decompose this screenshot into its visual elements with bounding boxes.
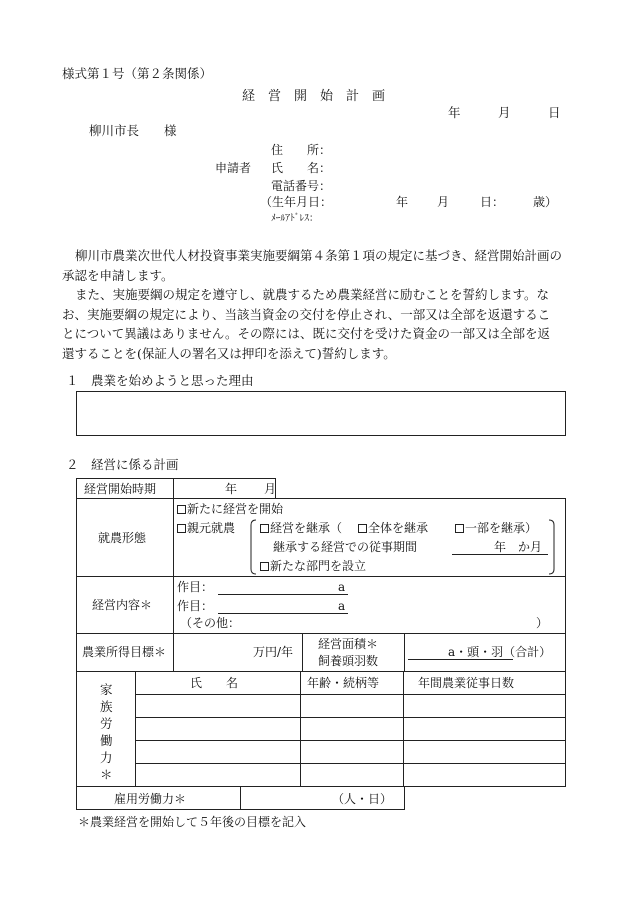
family-label: 家 族 労 働 力 ＊ — [100, 682, 113, 782]
area-label-2: 飼養頭羽数 — [318, 654, 379, 668]
page-title: 経 営 開 始 計 画 — [242, 89, 386, 104]
opt-inherit-all-label: 全体を継承 — [368, 521, 429, 535]
checkbox-inherit-all[interactable] — [358, 524, 367, 533]
section1-heading: １ 農業を始めようと思った理由 — [66, 373, 254, 388]
left-brace — [247, 519, 257, 575]
farming-type-label: 就農形態 — [98, 531, 147, 545]
inherit-period-label: 継承する経営での従事期間 — [273, 540, 418, 554]
start-year[interactable]: 年 — [225, 482, 238, 496]
opt-parent-label: 親元就農 — [187, 521, 236, 535]
checkbox-parent-farming[interactable] — [177, 524, 186, 533]
birth-label: （生年月日： — [260, 195, 333, 209]
area-unit: a・頭・羽（合計） — [448, 645, 552, 659]
crop2-unit: a — [338, 599, 346, 613]
date-line: 年 月 日 — [448, 105, 561, 120]
crop1-label: 作目： — [177, 580, 214, 594]
other-close: ） — [536, 616, 549, 630]
reason-input-box[interactable] — [76, 391, 566, 436]
birth-year: 年 — [396, 195, 409, 209]
opt-inherit-part-label: 一部を継承） — [465, 521, 538, 535]
addressee: 柳川市長 様 — [89, 123, 177, 138]
address-label: 住 所： — [271, 143, 332, 157]
footnote: ＊農業経営を開始して５年後の目標を記入 — [78, 815, 307, 829]
col-header-name: 氏 名 — [190, 676, 239, 690]
opt-inherit[interactable] — [260, 522, 342, 534]
other-label: （その他： — [180, 616, 241, 630]
family-row-2[interactable] — [136, 718, 565, 740]
opt-new-division[interactable] — [260, 560, 366, 572]
checkbox-new-business[interactable] — [177, 505, 186, 514]
employed-unit: （人・日） — [332, 792, 393, 806]
body-paragraph-2: また、実施要綱の規定を遵守し、就農するため農業経営に励むことを誓約します。なお、実施要綱の規定により、当該当資金の交付を停止され、一部又は全部を返還することについて異議はありません。その際には、既に交付を受けた資金の一部又は全部を返還することを(保証人の署名又は押印を添えて)誓約します。 — [62, 287, 551, 361]
crop2-label: 作目： — [177, 599, 214, 613]
phone-label: 電話番号： — [271, 179, 332, 193]
opt-new-division-label: 新たな部門を設立 — [270, 559, 367, 573]
opt-inherit-part[interactable] — [455, 522, 537, 534]
body-paragraph-1: 柳川市農業次世代人材投資事業実施要綱第４条第１項の規定に基づき、経営開始計画の承認を申請します。 — [62, 248, 563, 283]
col-header-age: 年齢・続柄等 — [307, 676, 380, 690]
email-label: ﾒｰﾙｱﾄﾞﾚｽ： — [271, 213, 319, 224]
birth-day: 日： — [480, 195, 505, 209]
family-row-4[interactable] — [136, 764, 565, 786]
start-month[interactable]: 月 — [264, 482, 277, 496]
opt-inherit-label: 経営を継承（ — [270, 521, 343, 535]
col-header-days: 年間農業従事日数 — [418, 676, 515, 690]
checkbox-new-division[interactable] — [260, 562, 269, 571]
family-row-3[interactable] — [136, 741, 565, 763]
area-label-1: 経営面積＊ — [318, 637, 379, 651]
opt-new-business[interactable] — [177, 503, 283, 515]
family-row-1[interactable] — [136, 695, 565, 717]
income-label: 農業所得目標＊ — [82, 645, 167, 659]
form-label: 様式第１号（第２条関係） — [62, 66, 213, 81]
opt-inherit-all[interactable] — [358, 522, 428, 534]
right-brace — [548, 519, 558, 575]
income-unit: 万円/年 — [253, 645, 294, 659]
content-label: 経営内容＊ — [92, 598, 153, 612]
crop1-unit: a — [338, 580, 346, 594]
start-time-label: 経営開始時期 — [84, 482, 157, 496]
checkbox-inherit-part[interactable] — [455, 524, 464, 533]
employed-label: 雇用労働力＊ — [114, 792, 187, 806]
opt-parent-farming[interactable] — [177, 522, 235, 534]
applicant-label: 申請者 — [215, 161, 252, 175]
name-label: 氏 名： — [271, 161, 332, 175]
inherit-period-unit[interactable]: 年 か月 — [494, 540, 543, 554]
section2-heading: ２ 経営に係る計画 — [66, 457, 179, 472]
checkbox-inherit[interactable] — [260, 524, 269, 533]
birth-month: 月 — [437, 195, 450, 209]
opt-new-label: 新たに経営を開始 — [187, 502, 284, 516]
birth-age: 歳） — [533, 195, 558, 209]
